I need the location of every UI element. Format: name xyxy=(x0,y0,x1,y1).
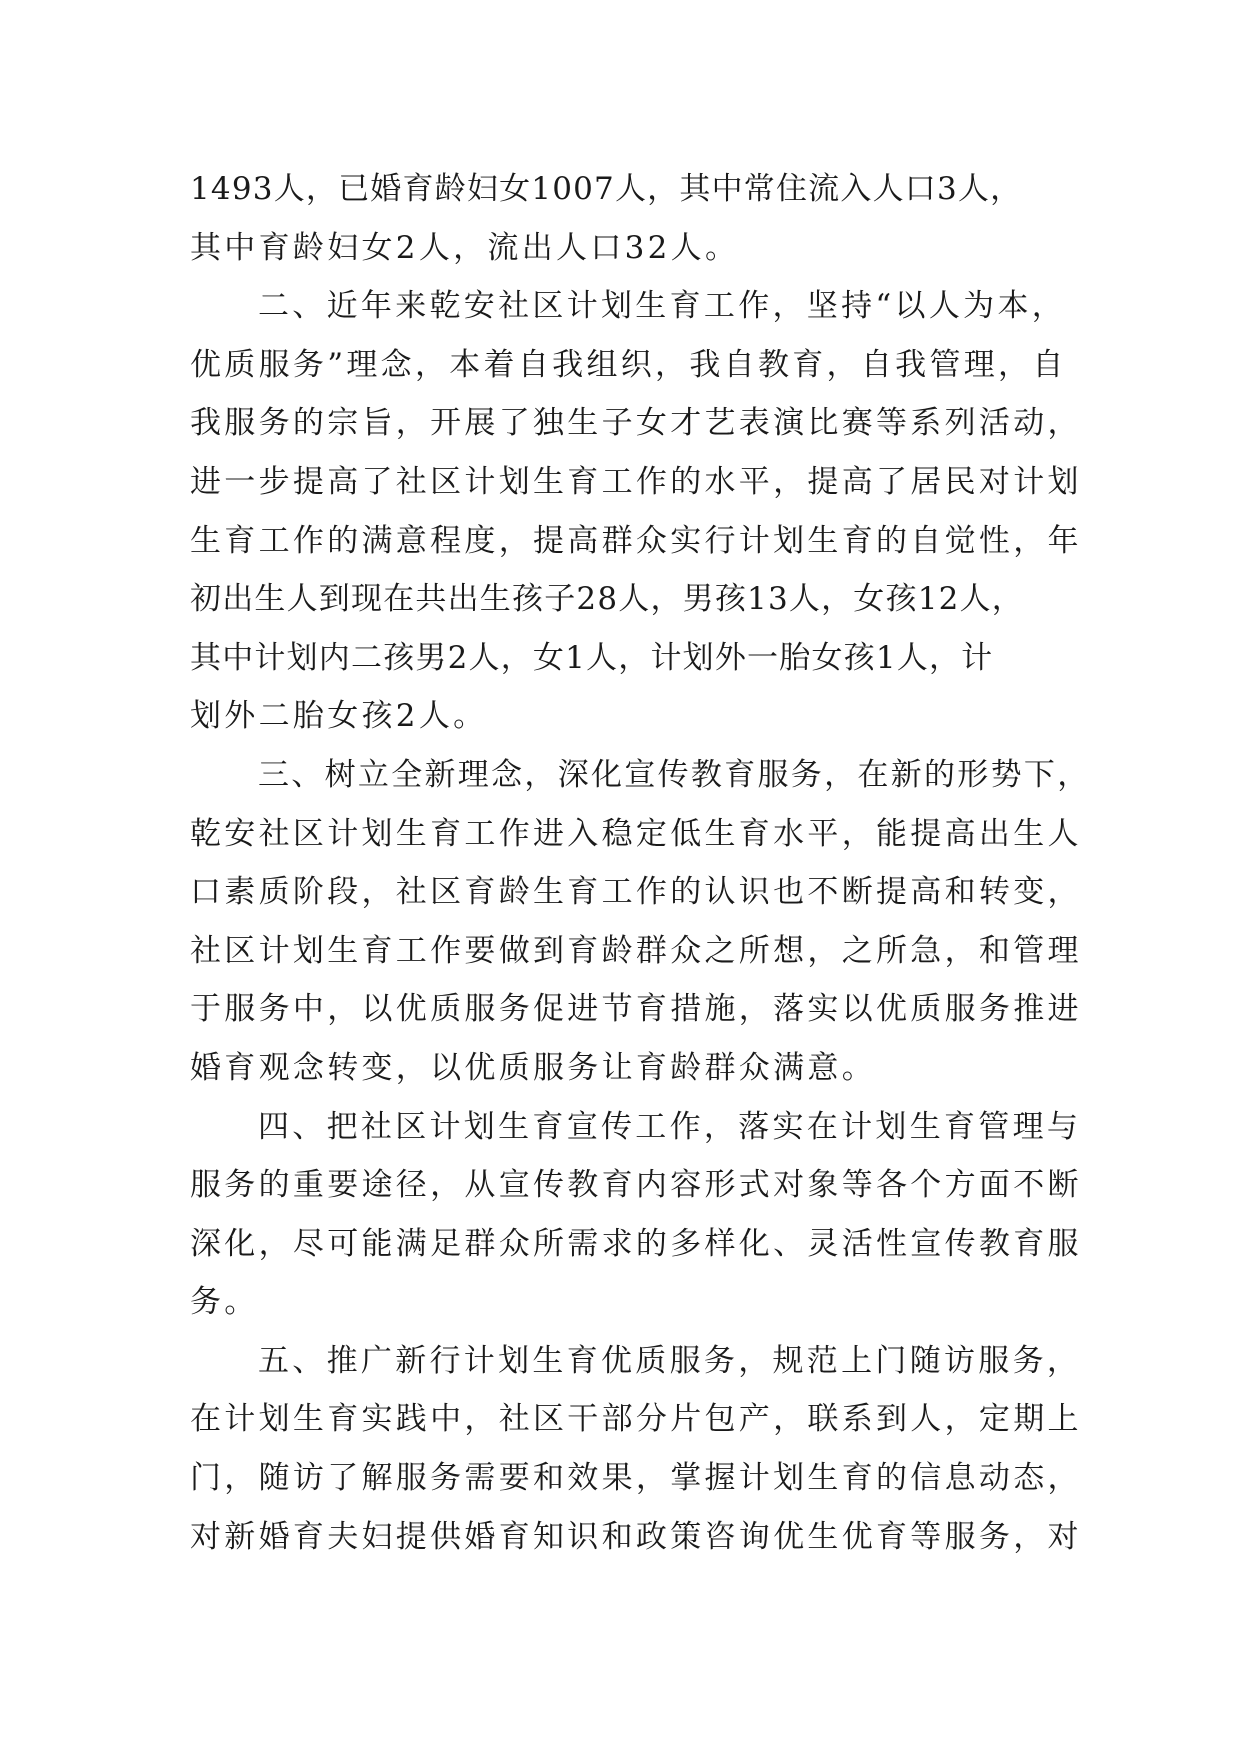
text-line: 其中计划内二孩男2人，女1人，计划外一胎女孩1人，计 xyxy=(190,639,994,676)
text-line: 进一步提高了社区计划生育工作的水平，提高了居民对计划 xyxy=(190,463,1082,500)
text-line: 乾安社区计划生育工作进入稳定低生育水平，能提高出生人 xyxy=(190,815,1082,852)
text-line: 深化，尽可能满足群众所需求的多样化、灵活性宣传教育服 xyxy=(190,1225,1082,1262)
text-line: 婚育观念转变，以优质服务让育龄群众满意。 xyxy=(190,1049,876,1086)
text-line: 门，随访了解服务需要和效果，掌握计划生育的信息动态， xyxy=(190,1460,1082,1497)
paragraph-start-line: 五、推广新行计划生育优质服务，规范上门随访服务， xyxy=(258,1342,1082,1379)
text-line: 社区计划生育工作要做到育龄群众之所想，之所急，和管理 xyxy=(190,932,1082,969)
document-body xyxy=(190,160,1091,1566)
text-line: 口素质阶段，社区育龄生育工作的认识也不断提高和转变， xyxy=(190,874,1082,911)
paragraph-start-line: 二、近年来乾安社区计划生育工作，坚持“以人为本， xyxy=(258,288,1067,325)
text-line: 服务的重要途径，从宣传教育内容形式对象等各个方面不断 xyxy=(190,1167,1082,1204)
text-line: 其中育龄妇女2人，流出人口32人。 xyxy=(190,229,740,266)
text-line: 务。 xyxy=(190,1284,259,1321)
paragraph-start-line: 四、把社区计划生育宣传工作，落实在计划生育管理与 xyxy=(258,1108,1082,1145)
text-line: 1493人，已婚育龄妇女1007人，其中常住流入人口3人， xyxy=(190,171,1023,207)
text-line: 在计划生育实践中，社区干部分片包产，联系到人，定期上 xyxy=(190,1401,1082,1438)
text-line: 于服务中，以优质服务促进节育措施，落实以优质服务推进 xyxy=(190,991,1082,1028)
text-line: 我服务的宗旨，开展了独生子女才艺表演比赛等系列活动， xyxy=(190,405,1082,442)
text-line: 划外二胎女孩2人。 xyxy=(190,698,488,735)
text-line: 初出生人到现在共出生孩子28人，男孩13人，女孩12人， xyxy=(190,581,1024,618)
text-line: 优质服务”理念，本着自我组织，我自教育，自我管理，自 xyxy=(190,346,1067,383)
paragraph-start-line: 三、树立全新理念，深化宣传教育服务，在新的形势下， xyxy=(258,756,1091,793)
text-line: 对新婚育夫妇提供婚育知识和政策咨询优生优育等服务，对 xyxy=(190,1518,1082,1555)
text-line: 生育工作的满意程度，提高群众实行计划生育的自觉性，年 xyxy=(190,522,1082,559)
